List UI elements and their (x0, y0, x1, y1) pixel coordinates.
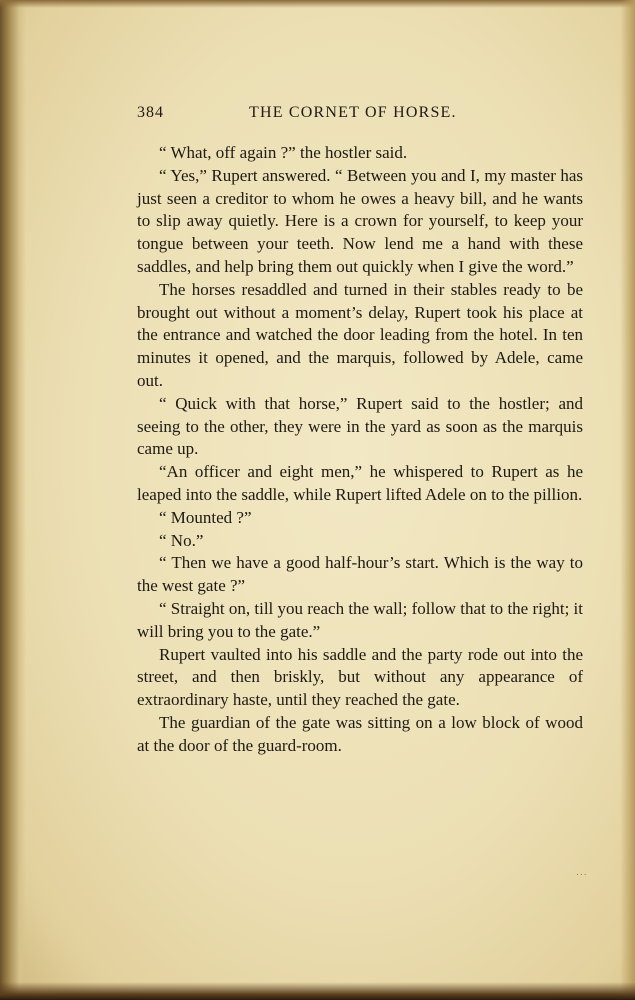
page-top-edge (0, 0, 635, 8)
paragraph: “ Mounted ?” (159, 507, 252, 527)
paragraph: “An officer and eight men,” he whispered to Rupert as he leaped into the saddle, while Rupert lifted Adele on to the pillion. (137, 462, 583, 504)
paragraph: Rupert vaulted into his saddle and the party rode out into the street, and then briskly, but without any appearance of extraordinary haste, until they reached the gate. (137, 644, 583, 710)
page-bottom-edge (0, 982, 635, 1000)
paragraph: “ Yes,” Rupert answered. “ Between you and I, my master has just seen a creditor to whom he owes a heavy bill, and he wants to slip away quietly. Here is a crown for yourself, to keep your tongue between your teeth. Now lend me a hand with these saddles, and help bring them out quickly when I give the word.” (137, 165, 583, 276)
paragraph: “ Then we have a good half-hour’s start. Which is the way to the west gate ?” (137, 553, 583, 596)
page-number: 384 (137, 104, 164, 121)
page-mark: ... (576, 868, 588, 878)
page-content (137, 102, 583, 758)
paragraph: The horses resaddled and turned in their stables ready to be brought out without a moment’s delay, Rupert took his place at the entrance and watched the door leading from the hotel. In ten minutes it opened, and the marquis, followed by Adele, came out. (137, 279, 583, 390)
paragraph: “ Quick with that horse,” Rupert said to the hostler; and seeing to the other, they were in the yard as soon as the marquis came up. (137, 393, 583, 459)
paragraph: “ Straight on, till you reach the wall; follow that to the right; it will bring you to the gate.” (137, 598, 583, 641)
book-title: THE CORNET OF HORSE. (249, 104, 457, 121)
running-head (137, 102, 583, 128)
paragraph: The guardian of the gate was sitting on a low block of wood at the door of the guard-room. (137, 712, 583, 755)
paragraph: “ No.” (159, 530, 204, 550)
page-right-edge (620, 0, 635, 1000)
paragraph: “ What, off again ?” the hostler said. (159, 143, 408, 162)
spine-shadow (0, 0, 26, 1000)
